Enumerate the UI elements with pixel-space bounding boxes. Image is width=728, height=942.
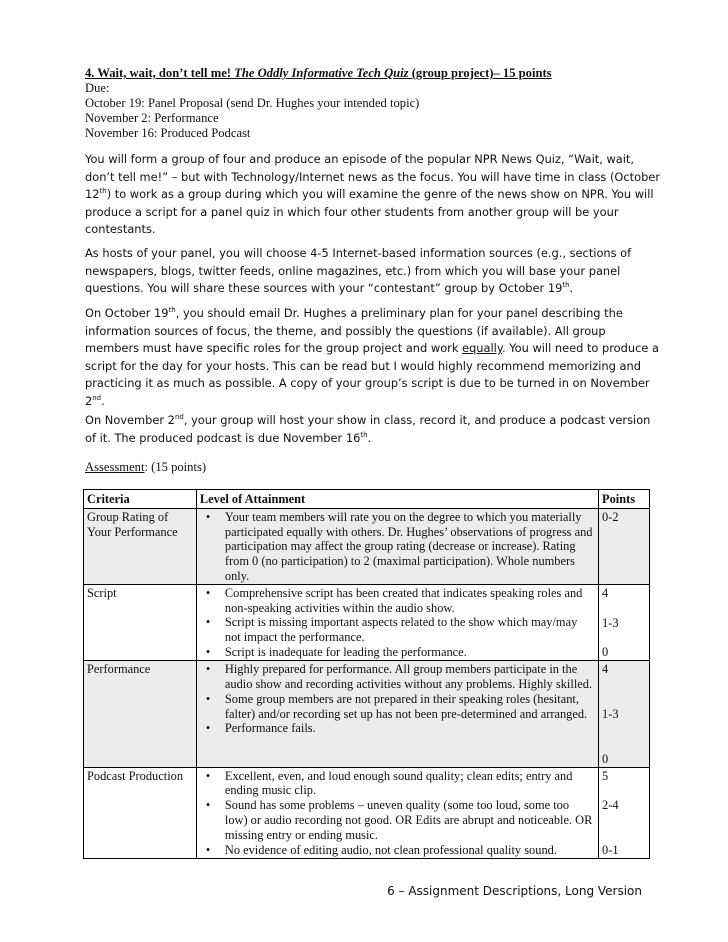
paragraph-performance: On November 2nd, your group will host your show in class, record it, and produce a podcast version of it. The produced podcast is due November 16th.	[85, 413, 651, 445]
points-cell	[599, 584, 650, 660]
points-value: 2-4	[602, 798, 619, 813]
points-header: Points	[599, 490, 650, 509]
rubric-row-script	[84, 584, 650, 660]
level-cell	[196, 508, 598, 584]
points-value: 0	[602, 645, 609, 660]
points-value: 1-3	[602, 706, 619, 721]
level-cell	[196, 584, 598, 660]
due-date-3: November 16: Produced Podcast	[85, 126, 251, 140]
quiz-title-italic: The Oddly Informative Tech Quiz	[234, 66, 409, 80]
points-cell	[599, 767, 650, 858]
rubric-row-group-rating	[84, 508, 650, 584]
rubric-table	[83, 489, 650, 859]
emphasis-equally: equally	[462, 341, 502, 355]
due-date-2: November 2: Performance	[85, 111, 219, 125]
criteria-cell: Group Rating of Your Performance	[84, 508, 197, 584]
points-cell	[599, 661, 650, 767]
points-value: 0	[602, 751, 609, 766]
rubric-header-row	[84, 490, 650, 509]
level-item: • Comprehensive script has been created that indicates speaking roles and non-speaking activities within the audio show.	[200, 586, 594, 616]
assignment-header	[85, 66, 660, 141]
paragraph-sources: As hosts of your panel, you will choose 4-5 Internet-based information sources (e.g., sections of newspapers, blogs, twitter feeds, online magazines, etc.) from which you will base your panel questions. You will share these sources with your “contestant” group by October 19th.	[85, 246, 632, 295]
level-cell	[196, 661, 598, 767]
points-value: 0-2	[602, 509, 619, 524]
points-cell	[599, 508, 650, 584]
assignment-title: 4. Wait, wait, don’t tell me! The Oddly Informative Tech Quiz (group project)– 15 points	[85, 66, 552, 80]
criteria-cell: Script	[84, 584, 197, 660]
level-item: • No evidence of editing audio, not clean professional quality sound.	[200, 843, 594, 858]
criteria-cell: Podcast Production	[84, 767, 197, 858]
level-item: • Sound has some problems – uneven quality (some too loud, some too low) or audio recording not good. OR Edits are abrupt and noticeable. OR missing entry or ending music.	[200, 798, 594, 842]
points-value: 4	[602, 662, 609, 677]
level-item: • Highly prepared for performance. All group members participate in the audio show and recording activities without any problems. Highly skilled.	[200, 662, 594, 692]
paragraph-plan: On October 19th, you should email Dr. Hughes a preliminary plan for your panel describing the information sources of focus, the theme, and possibly the questions (if available). All group members must have specific roles for the group project and work equally. You will need to produce a script for the day for your hosts. This can be read but I would highly recommend memorizing and practicing it as much as possible. A copy of your group’s script is due to be turned in on November 2nd.	[85, 306, 659, 408]
paragraph-overview: You will form a group of four and produce an episode of the popular NPR News Quiz, “Wait, wait, don’t tell me!” – but with Technology/Internet news as the focus. You will have time in class (October 12th) to work as a group during which you will examine the genre of the news show on NPR. You will produce a script for a panel quiz in which four other students from another group will be your contestants.	[85, 152, 660, 236]
level-item: • Script is missing important aspects related to the show which may/may not impact the performance.	[200, 615, 594, 645]
level-header: Level of Attainment	[196, 490, 598, 509]
level-item: • Performance fails.	[200, 721, 594, 736]
rubric-row-performance	[84, 661, 650, 767]
level-item: • Your team members will rate you on the degree to which you materially participated equally with others. Dr. Hughes’ observations of progress and participation may affect the group rating (decrease or increase). Rating from 0 (no participation) to 2 (maximal participation). Whole numbers only.	[200, 510, 594, 584]
points-value: 0-1	[602, 843, 619, 858]
points-value: 1-3	[602, 615, 619, 630]
level-cell	[196, 767, 598, 858]
rubric-row-podcast	[84, 767, 650, 858]
criteria-header: Criteria	[84, 490, 197, 509]
level-item: • Script is inadequate for leading the performance.	[200, 645, 594, 660]
level-item: • Some group members are not prepared in their speaking roles (hesitant, falter) and/or recording set up has not been pre-determined and arranged.	[200, 692, 594, 722]
due-label: Due:	[85, 81, 110, 95]
page-footer: 6 – Assignment Descriptions, Long Version	[387, 884, 642, 898]
due-date-1: October 19: Panel Proposal (send Dr. Hughes your intended topic)	[85, 96, 420, 110]
points-value: 4	[602, 585, 609, 600]
points-value: 5	[602, 768, 609, 783]
assessment-heading: Assessment: (15 points)	[85, 460, 207, 474]
criteria-cell: Performance	[84, 661, 197, 767]
level-item: • Excellent, even, and loud enough sound quality; clean edits; entry and ending music clip.	[200, 769, 594, 799]
